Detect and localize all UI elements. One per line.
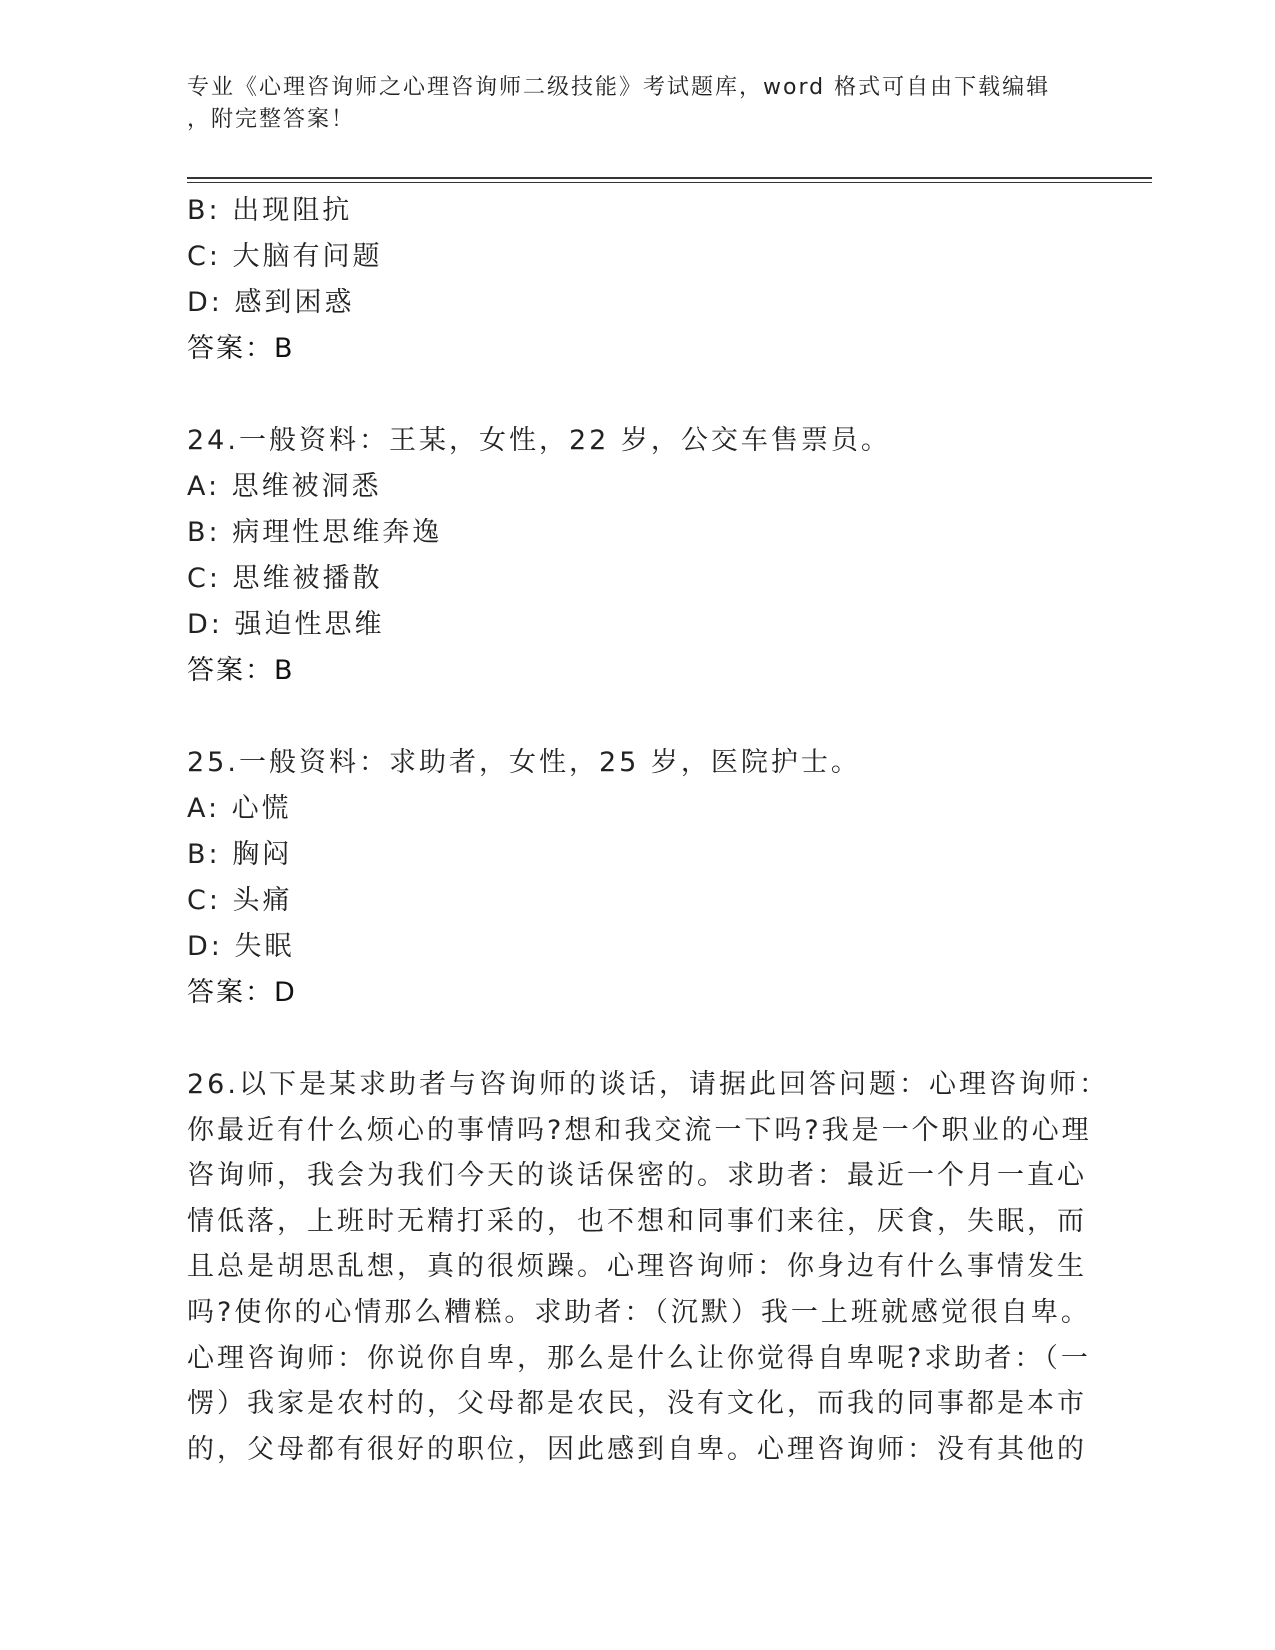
option-a: A: 思维被洞悉 [187, 471, 382, 502]
question-23-partial [187, 188, 1087, 372]
answer-line: 答案：D [187, 977, 297, 1008]
spacer [187, 1016, 1087, 1062]
question-24 [187, 418, 1087, 694]
option-d: D: 感到困惑 [187, 287, 355, 318]
header-divider-thin [187, 182, 1152, 183]
option-c: C: 思维被播散 [187, 563, 383, 594]
question-25 [187, 740, 1087, 1016]
paragraph-line: 且总是胡思乱想，真的很烦躁。心理咨询师：你身边有什么事情发生 [187, 1251, 1087, 1283]
document-body [187, 188, 1109, 1472]
option-c: C: 大脑有问题 [187, 241, 383, 272]
paragraph-line: 的，父母都有很好的职位，因此感到自卑。心理咨询师：没有其他的 [187, 1433, 1087, 1465]
option-b: B: 病理性思维奔逸 [187, 517, 443, 548]
question-26 [187, 1062, 1109, 1472]
option-b: B: 胸闷 [187, 839, 293, 870]
option-d: D: 强迫性思维 [187, 609, 385, 640]
paragraph-line: 咨询师，我会为我们今天的谈话保密的。求助者：最近一个月一直心 [187, 1160, 1087, 1192]
spacer [187, 694, 1087, 740]
document-header [187, 72, 1067, 136]
paragraph-line: 你最近有什么烦心的事情吗?想和我交流一下吗?我是一个职业的心理 [187, 1114, 1092, 1146]
header-line-1: 专业《心理咨询师之心理咨询师二级技能》考试题库，word 格式可自由下载编辑 [187, 75, 1051, 100]
answer-line: 答案：B [187, 655, 295, 686]
paragraph-line: 吗?使你的心情那么糟糕。求助者：（沉默）我一上班就感觉很自卑。 [187, 1296, 1091, 1328]
answer-line: 答案：B [187, 333, 295, 364]
option-c: C: 头痛 [187, 885, 293, 916]
spacer [187, 372, 1087, 418]
question-stem: 24.一般资料：王某，女性，22 岁，公交车售票员。 [187, 425, 891, 456]
header-line-2: ，附完整答案！ [187, 107, 356, 132]
option-d: D: 失眠 [187, 931, 295, 962]
paragraph-line: 愣）我家是农村的，父母都是农民，没有文化，而我的同事都是本市 [187, 1388, 1087, 1420]
option-a: A: 心慌 [187, 793, 292, 824]
header-divider-thick [187, 177, 1152, 179]
question-stem: 25.一般资料：求助者，女性，25 岁，医院护士。 [187, 747, 861, 778]
paragraph-line: 心理咨询师：你说你自卑，那么是什么让你觉得自卑呢?求助者：（一 [187, 1342, 1091, 1374]
option-b: B: 出现阻抗 [187, 195, 353, 226]
paragraph-line: 情低落，上班时无精打采的，也不想和同事们来往，厌食，失眠，而 [187, 1205, 1087, 1237]
paragraph-line: 26.以下是某求助者与咨询师的谈话，请据此回答问题：心理咨询师： [187, 1069, 1109, 1100]
